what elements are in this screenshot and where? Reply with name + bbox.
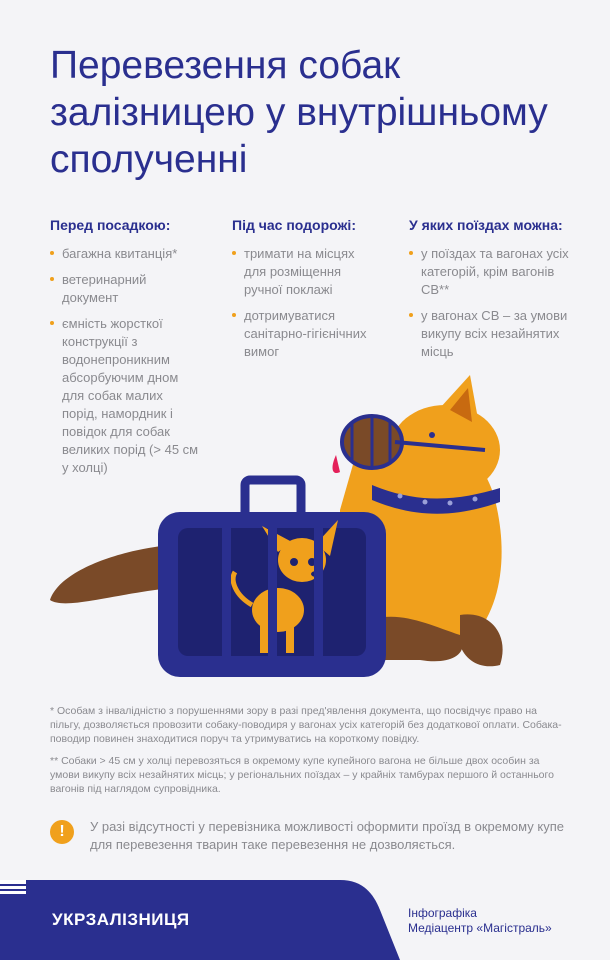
big-dog-eye (429, 432, 435, 438)
allowed-trains-column (409, 217, 569, 369)
dog-tongue (333, 455, 340, 473)
before-boarding-heading: Перед посадкою: (50, 217, 171, 233)
credit-line-1: Інфографіка (408, 906, 477, 920)
dogs-illustration (40, 360, 580, 690)
allowed-trains-list (409, 245, 569, 361)
list-item: ємність жорсткої конструкції з водонепроникним абсорбуючим дном для собак малих порід, намордник і повідок для собак великих порід (> 45 см у холці) (50, 315, 200, 477)
warning-text: У разі відсутності у перевізника можливості оформити проїзд в окремому купе для перевезення тварин таке перевезення не дозволяється. (90, 819, 564, 852)
page-title: Перевезення собак залізницею у внутрішньому сполученні (50, 44, 548, 181)
allowed-trains-heading: У яких поїздах можна: (409, 217, 563, 233)
during-trip-list (232, 245, 372, 361)
carrier-bar (268, 522, 277, 662)
during-trip-heading: Під час подорожі: (232, 217, 356, 233)
carrier-bar (222, 522, 231, 662)
footnote-2: ** Собаки > 45 см у холці перевозяться в окремому купе купейного вагона не більше двох особин за умови викупу всіх незайнятих місць; у регіональних поїздах – у крайніх тамбурах першого й останнього вагонів під наглядом супровідника. (50, 755, 554, 795)
footnote-1: * Особам з інвалідністю з порушеннями зору в разі пред'явлення документа, що посвідчує право на пільгу, дозволяється провозити собаку-поводиря у вагонах усіх категорій без додаткової оплати. Собака-поводир повинен знаходитися поруч та утримуватись на короткому повідку. (50, 705, 562, 745)
ukrzaliznytsia-logo: УКРЗАЛІЗНИЦЯ (52, 910, 190, 929)
list-item: ветеринарний документ (50, 271, 200, 307)
list-item: дотримуватися санітарно-гігієнічних вимог (232, 307, 372, 361)
list-item: у поїздах та вагонах усіх категорій, крім вагонів СВ** (409, 245, 569, 299)
credit-line-2: Медіацентр «Магістраль» (408, 921, 552, 935)
list-item: багажна квитанція* (50, 245, 200, 263)
small-dog-eye (290, 558, 298, 566)
small-dog-body (252, 588, 304, 632)
credit (408, 906, 552, 936)
rails-icon (0, 880, 26, 894)
exclamation-icon: ! (50, 820, 74, 844)
during-trip-column (232, 217, 372, 369)
big-dog-paw (460, 614, 503, 666)
list-item: у вагонах СВ – за умови викупу всіх незайнятих місць (409, 307, 569, 361)
warning-block (50, 818, 565, 854)
footnotes (50, 704, 565, 804)
footer (0, 880, 610, 960)
list-item: тримати на місцях для розміщення ручної поклажі (232, 245, 372, 299)
carrier-bar (314, 522, 323, 662)
big-dog-tail (50, 545, 170, 603)
